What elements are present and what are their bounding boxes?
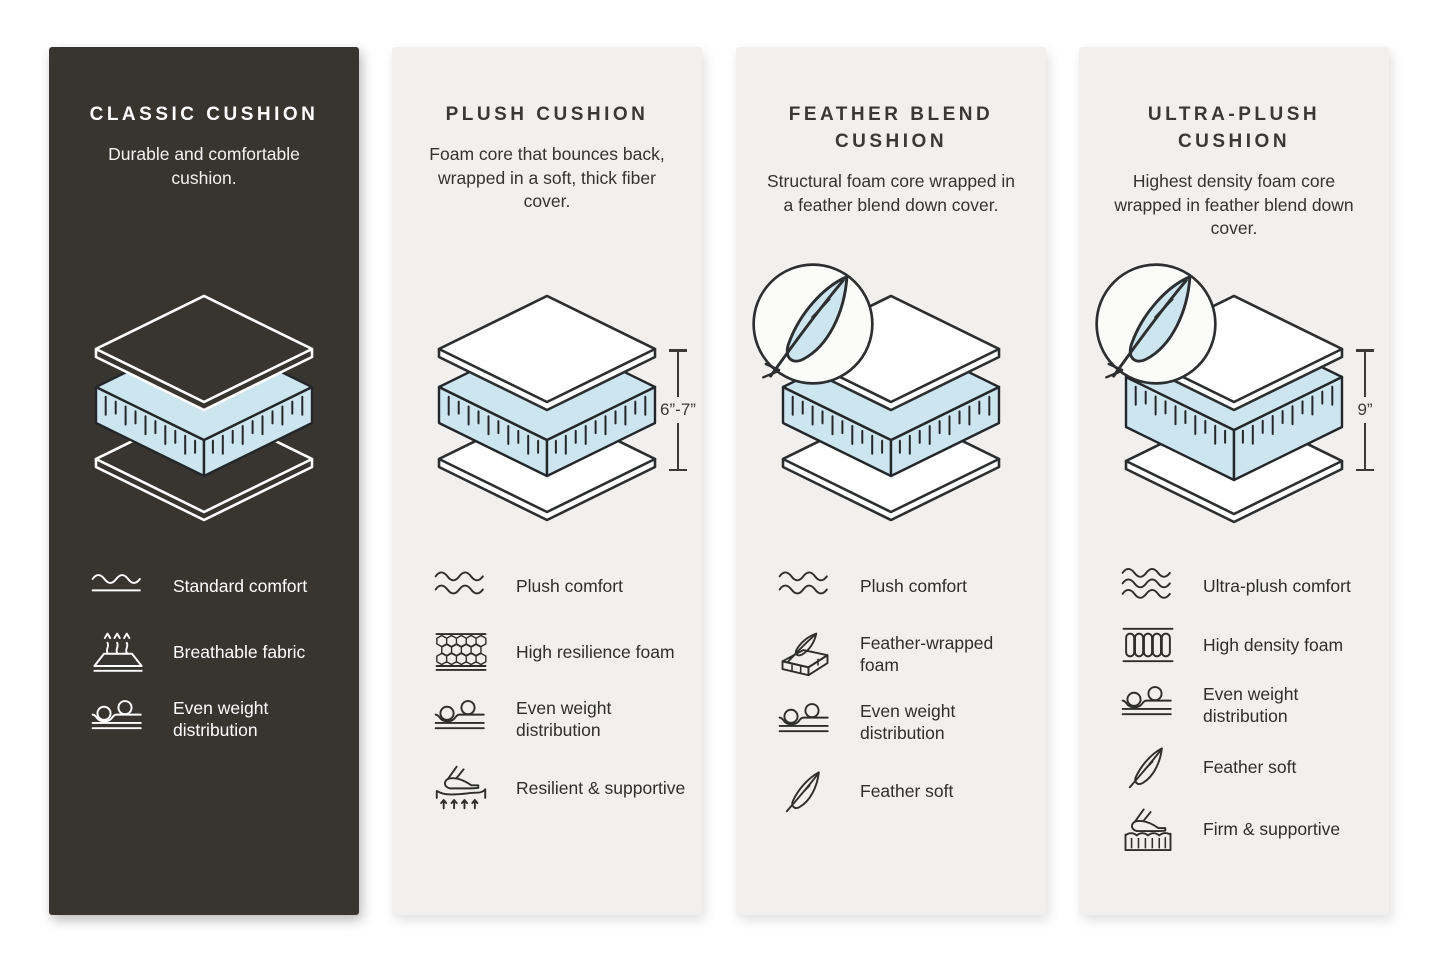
- even-weight-circles-icon: [432, 698, 490, 740]
- feature-row: [89, 697, 343, 741]
- feature-label: Standard comfort: [173, 576, 308, 596]
- double-wave-icon: [432, 565, 490, 607]
- feather-icon: [1119, 744, 1177, 789]
- even-weight-circles-icon: [776, 701, 834, 743]
- feature-row: [776, 565, 1030, 607]
- breathable-airflow-icon: [89, 631, 147, 673]
- cushion-panel-plush: [392, 47, 702, 915]
- density-foam-cells-icon: [1119, 624, 1177, 666]
- feature-label: Even weight distribution: [516, 698, 612, 740]
- thickness-dimension: [1341, 349, 1389, 471]
- feature-row: [1119, 624, 1373, 666]
- panel-title: FEATHER BLEND CUSHION: [788, 104, 994, 152]
- dimension-line-bottom: [1356, 423, 1374, 471]
- dimension-line-top: [1356, 349, 1374, 397]
- feature-label: High resilience foam: [516, 642, 675, 662]
- panel-title: CLASSIC CUSHION: [89, 104, 319, 125]
- dimension-line-top: [669, 349, 687, 397]
- feature-label: Feather-wrapped foam: [860, 632, 994, 675]
- feature-row: [432, 697, 686, 741]
- feature-label: Feather soft: [1203, 756, 1297, 777]
- feature-list: [89, 565, 343, 741]
- even-weight-circles-icon: [89, 698, 147, 740]
- triple-wave-icon: [1119, 565, 1177, 607]
- feature-label: Even weight distribution: [173, 698, 269, 740]
- cushion-illustration: [49, 247, 359, 528]
- feature-label: Breathable fabric: [173, 642, 306, 662]
- feature-label: Plush comfort: [860, 576, 967, 596]
- cushion-layers-diagram: [437, 296, 657, 528]
- double-wave-icon: [776, 565, 834, 607]
- dimension-label: 6”-7”: [660, 400, 696, 419]
- thickness-dimension: [654, 349, 702, 471]
- feature-list: [432, 565, 686, 810]
- single-wave-icon: [89, 565, 147, 607]
- honeycomb-foam-icon: [432, 631, 490, 673]
- feature-row: [776, 631, 1030, 676]
- cushion-layers-diagram: [94, 296, 314, 528]
- feature-list: [776, 565, 1030, 813]
- feature-label: High density foam: [1203, 635, 1344, 655]
- feature-row: [89, 565, 343, 607]
- feature-row: [432, 565, 686, 607]
- dimension-line-bottom: [669, 423, 687, 471]
- dimension-label: 9”: [1357, 400, 1373, 419]
- foot-resilient-icon: [432, 765, 490, 810]
- feature-label: Even weight distribution: [860, 701, 956, 743]
- even-weight-circles-icon: [1119, 684, 1177, 726]
- feature-label: Feather soft: [860, 780, 954, 801]
- feature-label: Plush comfort: [516, 576, 623, 596]
- feature-row: [1119, 806, 1373, 851]
- cushion-illustration: [392, 247, 702, 528]
- feather-wrapped-foam-icon: [776, 631, 834, 676]
- cushion-illustration: [736, 247, 1046, 528]
- panel-description: Foam core that bounces back, wrapped in a soft, thick fiber cover.: [429, 144, 665, 211]
- feather-badge-icon: [1093, 261, 1219, 387]
- feature-row: [776, 768, 1030, 813]
- foot-firm-springs-icon: [1119, 806, 1177, 851]
- cushion-panel-classic: [49, 47, 359, 915]
- feature-label: Firm & supportive: [1203, 818, 1341, 839]
- feature-row: [1119, 565, 1373, 607]
- panel-description: Structural foam core wrapped in a feather blend down cover.: [766, 171, 1016, 215]
- panel-description: Durable and comfortable cushion.: [108, 144, 300, 188]
- feather-icon: [776, 768, 834, 813]
- feature-label: Resilient & supportive: [516, 777, 686, 798]
- feature-row: [432, 631, 686, 673]
- panel-title: ULTRA-PLUSH CUSHION: [1147, 104, 1321, 152]
- feature-row: [1119, 683, 1373, 727]
- feature-label: Ultra-plush comfort: [1203, 576, 1351, 596]
- feature-list: [1119, 565, 1373, 851]
- cushion-panel-feather-blend: [736, 47, 1046, 915]
- cushion-panel-ultra-plush: [1079, 47, 1389, 915]
- feature-row: [432, 765, 686, 810]
- panel-description: Highest density foam core wrapped in feather blend down cover.: [1114, 171, 1354, 238]
- feature-row: [776, 700, 1030, 744]
- feather-badge-icon: [750, 261, 876, 387]
- feature-row: [89, 631, 343, 673]
- cushion-illustration: [1079, 247, 1389, 528]
- panel-title: PLUSH CUSHION: [445, 104, 649, 125]
- feature-label: Even weight distribution: [1203, 684, 1299, 726]
- feature-row: [1119, 744, 1373, 789]
